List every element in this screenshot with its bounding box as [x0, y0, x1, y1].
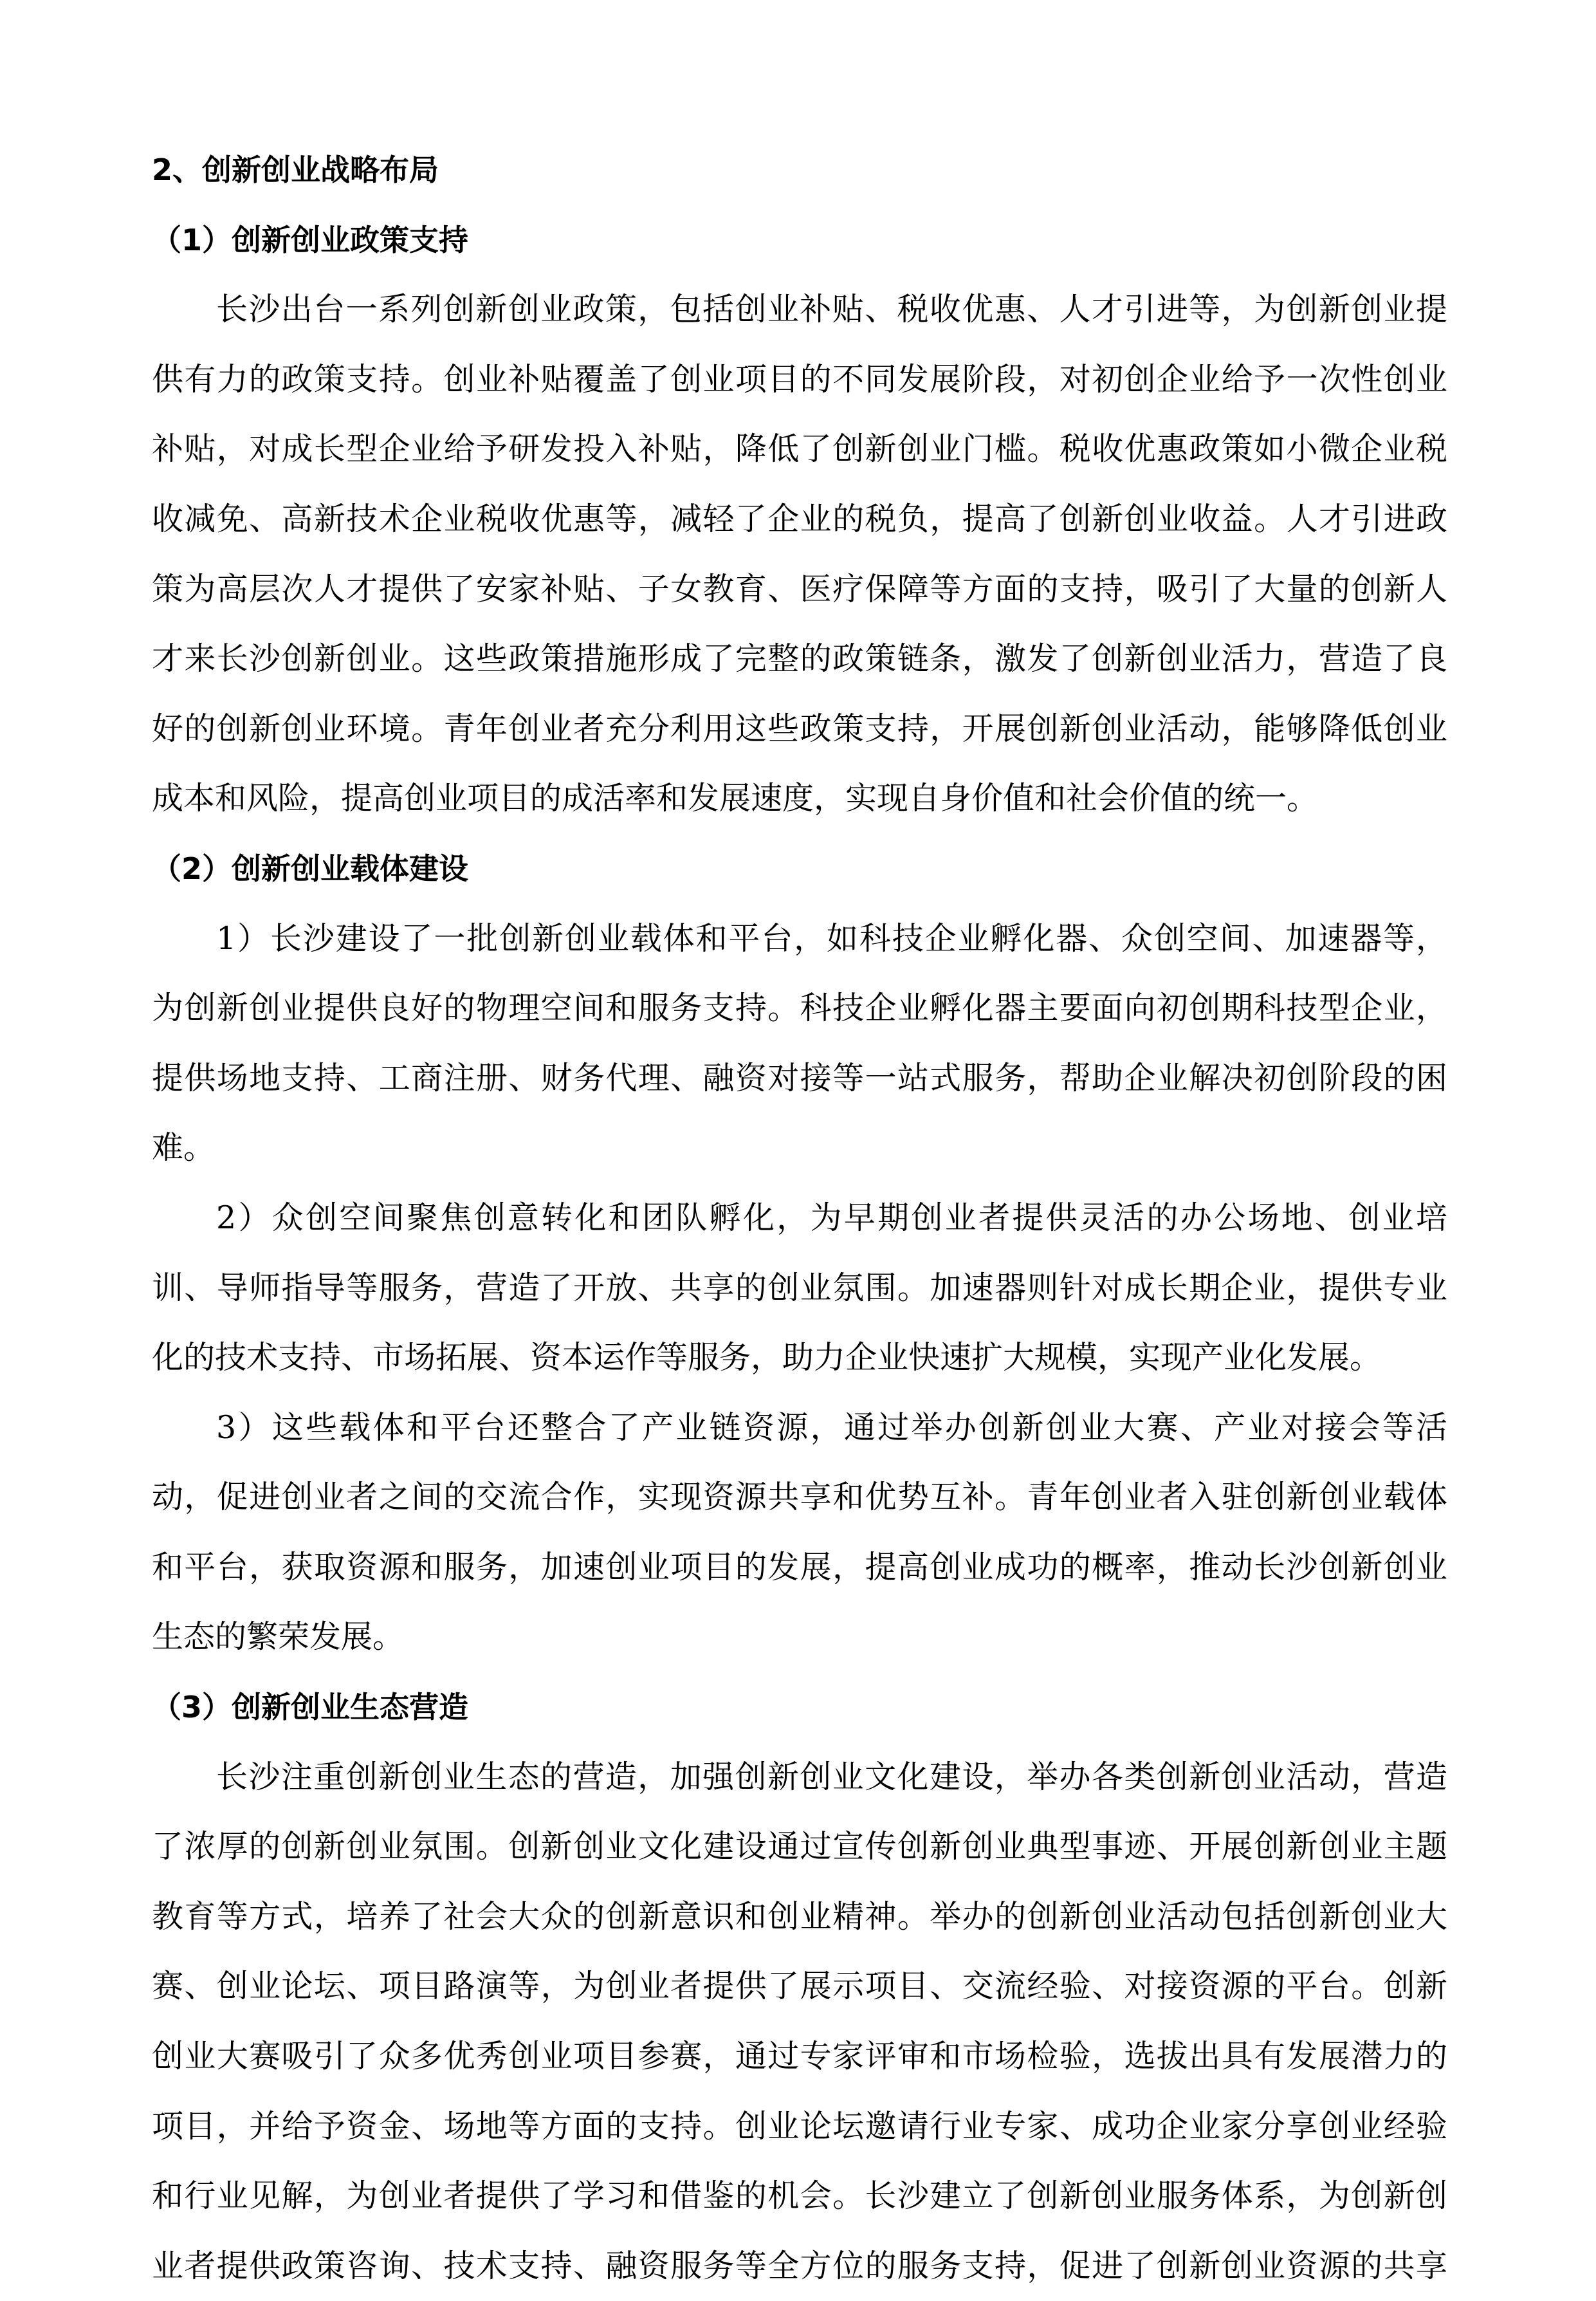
text-line: 动，促进创业者之间的交流合作，实现资源共享和优势互补。青年创业者入驻创新创业载体	[152, 1479, 1447, 1516]
text-line: 创业大赛吸引了众多优秀创业项目参赛，通过专家评审和市场检验，选拔出具有发展潜力的	[152, 2038, 1447, 2075]
paragraph-carrier-2	[152, 1183, 1447, 1393]
text-line: 了浓厚的创新创业氛围。创新创业文化建设通过宣传创新创业典型事迹、开展创新创业主题	[152, 1828, 1447, 1865]
text-line: 化的技术支持、市场拓展、资本运作等服务，助力企业快速扩大规模，实现产业化发展。	[152, 1339, 1382, 1376]
text-line: 才来长沙创新创业。这些政策措施形成了完整的政策链条，激发了创新创业活力，营造了良	[152, 640, 1447, 678]
paragraph-ecosystem	[152, 1742, 1447, 2301]
paragraph-carrier-3	[152, 1393, 1447, 1672]
text-line: 和平台，获取资源和服务，加速创业项目的发展，提高创业成功的概率，推动长沙创新创业	[152, 1548, 1447, 1585]
text-line: 策为高层次人才提供了安家补贴、子女教育、医疗保障等方面的支持，吸引了大量的创新人	[152, 570, 1447, 607]
text-line: 供有力的政策支持。创业补贴覆盖了创业项目的不同发展阶段，对初创企业给予一次性创业	[152, 360, 1447, 398]
text-line: 成本和风险，提高创业项目的成活率和发展速度，实现自身价值和社会价值的统一。	[152, 780, 1319, 817]
text-line: 长沙出台一系列创新创业政策，包括创业补贴、税收优惠、人才引进等，为创新创业提	[216, 291, 1447, 328]
text-line: 项目，并给予资金、场地等方面的支持。创业论坛邀请行业专家、成功企业家分享创业经验	[152, 2107, 1447, 2145]
text-line: 好的创新创业环境。青年创业者充分利用这些政策支持，开展创新创业活动，能够降低创业	[152, 710, 1447, 747]
text-line: 和行业见解，为创业者提供了学习和借鉴的机会。长沙建立了创新创业服务体系，为创新创	[152, 2177, 1447, 2215]
text-line: 1）长沙建设了一批创新创业载体和平台，如科技企业孵化器、众创空间、加速器等，	[216, 919, 1447, 957]
text-line: 提供场地支持、工商注册、财务代理、融资对接等一站式服务，帮助企业解决初创阶段的困	[152, 1059, 1447, 1096]
text-line: 赛、创业论坛、项目路演等，为创业者提供了展示项目、交流经验、对接资源的平台。创新	[152, 1968, 1447, 2005]
subsection-title-1: （1）创新创业政策支持	[152, 222, 469, 257]
text-line: 业者提供政策咨询、技术支持、融资服务等全方位的服务支持，促进了创新创业资源的共享	[152, 2247, 1447, 2284]
subsection-title-3: （3）创新创业生态营造	[152, 1690, 469, 1725]
text-line: 2）众创空间聚焦创意转化和团队孵化，为早期创业者提供灵活的办公场地、创业培	[216, 1199, 1447, 1236]
subsection-title-2: （2）创新创业载体建设	[152, 851, 469, 886]
text-line: 为创新创业提供良好的物理空间和服务支持。科技企业孵化器主要面向初创期科技型企业，	[152, 990, 1447, 1027]
text-line: 3）这些载体和平台还整合了产业链资源，通过举办创新创业大赛、产业对接会等活	[216, 1409, 1447, 1446]
text-line: 难。	[152, 1129, 216, 1167]
document-page	[152, 135, 1447, 2301]
text-line: 生态的繁荣发展。	[152, 1618, 405, 1656]
text-line: 教育等方式，培养了社会大众的创新意识和创业精神。举办的创新创业活动包括创新创业大	[152, 1898, 1447, 1935]
paragraph-carrier-1	[152, 904, 1447, 1183]
section-title: 2、创新创业战略布局	[152, 152, 439, 187]
text-line: 收减免、高新技术企业税收优惠等，减轻了企业的税负，提高了创新创业收益。人才引进政	[152, 500, 1447, 537]
text-line: 训、导师指导等服务，营造了开放、共享的创业氛围。加速器则针对成长期企业，提供专业	[152, 1269, 1447, 1306]
text-line: 补贴，对成长型企业给予研发投入补贴，降低了创新创业门槛。税收优惠政策如小微企业税	[152, 430, 1447, 468]
paragraph-policy-support	[152, 275, 1447, 834]
text-line: 长沙注重创新创业生态的营造，加强创新创业文化建设，举办各类创新创业活动，营造	[216, 1758, 1447, 1795]
